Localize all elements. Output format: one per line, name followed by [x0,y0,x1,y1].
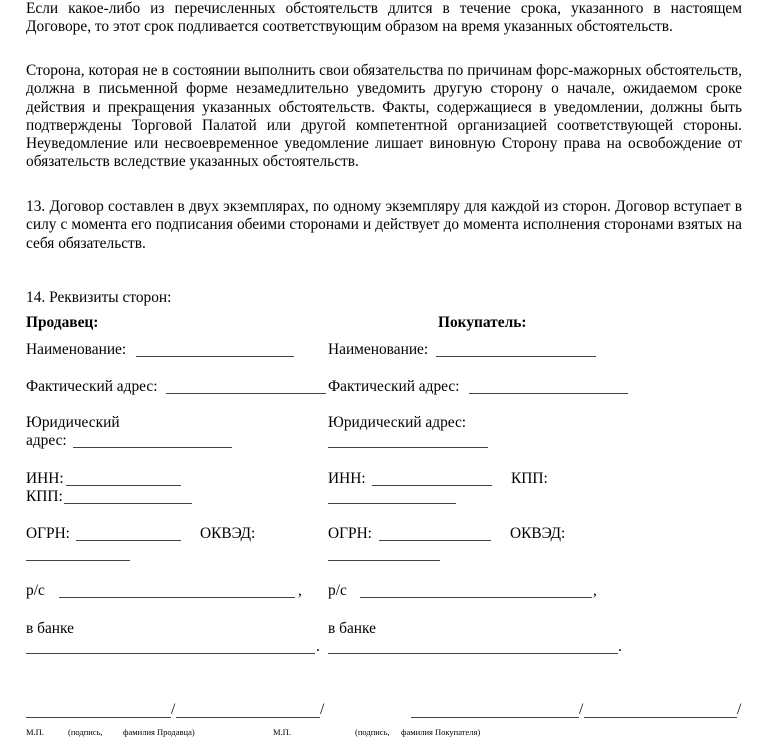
buyer-surname-caption: фамилия Покупателя) [401,727,481,737]
buyer-sign-caption: (подпись, [355,727,390,737]
buyer-actual-address-field[interactable] [469,393,628,394]
seller-ogrn-label: ОГРН: [26,525,70,542]
seller-signature-field[interactable] [26,717,171,718]
seller-name-field[interactable] [136,356,294,357]
seller-okved-field[interactable] [26,560,130,561]
paragraph-contract-copies: 13. Договор составлен в двух экземплярах, по одному экземпляру для каждой из сторон. Договор вступает в силу с момента его подписания обеими сторонами и действует до момента исполнения сторонами взятых на себя обязательств. [26,198,742,252]
seller-legal-address-label-2: адрес: [26,432,67,449]
seller-ogrn-field[interactable] [76,540,181,541]
buyer-signature-field[interactable] [411,717,579,718]
buyer-surname-slash: / [737,701,742,718]
buyer-okved-label: ОКВЭД: [510,525,566,542]
buyer-okved-field[interactable] [328,560,440,561]
buyer-actual-address-label: Фактический адрес: [328,378,460,395]
seller-actual-address-label: Фактический адрес: [26,378,158,395]
seller-account-field[interactable] [59,597,295,598]
buyer-legal-address-field[interactable] [328,447,488,448]
seller-actual-address-field[interactable] [166,393,326,394]
buyer-legal-address-label: Юридический адрес: [328,414,467,431]
buyer-inn-field[interactable] [372,485,492,486]
seller-kpp-label: КПП: [26,488,63,505]
buyer-account-comma: , [593,582,597,599]
seller-bank-period: . [316,638,320,655]
paragraph-force-majeure-notice: Сторона, которая не в состоянии выполнить свои обязательства по причинам форс-мажорных обстоятельств, должна в письменной форме незамедлительно уведомить другую сторону о начале, ожидаемом сроке действия и прекращения указанных обстоятельств. Факты, содержащиеся в уведомлении, должны быть подтверждены Торговой Палатой или другой компетентной организацией соответствующей стороны. Неуведомление или несвоевременное уведомление лишает виновную Сторону права на освобождение от обязательств вследствие указанных обстоятельств. [26,62,742,171]
seller-surname-slash: / [320,701,325,718]
buyer-account-field[interactable] [360,597,592,598]
buyer-kpp-label: КПП: [511,470,548,487]
buyer-bank-field[interactable] [328,653,618,654]
buyer-ogrn-label: ОГРН: [328,525,372,542]
seller-surname-field[interactable] [176,717,320,718]
seller-okved-label: ОКВЭД: [200,525,256,542]
buyer-name-label: Наименование: [328,341,429,358]
buyer-account-label: р/с [328,582,347,599]
seller-bank-field[interactable] [26,653,315,654]
requisites-heading: 14. Реквизиты сторон: [26,289,172,306]
buyer-name-field[interactable] [436,356,596,357]
buyer-bank-label: в банке [328,620,376,637]
seller-inn-label: ИНН: [26,470,64,487]
seller-account-label: р/с [26,582,45,599]
paragraph-force-majeure-duration: Если какое-либо из перечисленных обстоятельств длится в течение срока, указанного в настоящем Договоре, то этот срок подливается соответствующим образом на время указанных обстоятельств. [26,0,742,36]
seller-title: Продавец: [26,314,99,331]
seller-name-label: Наименование: [26,341,127,358]
buyer-kpp-field[interactable] [328,503,456,504]
buyer-inn-label: ИНН: [328,470,366,487]
seller-kpp-field[interactable] [64,503,192,504]
buyer-bank-period: . [618,638,622,655]
buyer-ogrn-field[interactable] [379,540,491,541]
seller-account-comma: , [298,582,302,599]
buyer-stamp-label: М.П. [273,727,291,737]
seller-legal-address-label: Юридический [26,414,120,431]
seller-bank-label: в банке [26,620,74,637]
seller-inn-field[interactable] [66,485,181,486]
seller-legal-address-field[interactable] [73,447,232,448]
seller-surname-caption: фамилия Продавца) [123,727,195,737]
buyer-surname-field[interactable] [584,717,737,718]
buyer-title: Покупатель: [438,314,527,331]
seller-stamp-label: М.П. [26,727,44,737]
buyer-signature-slash: / [579,701,584,718]
seller-sign-caption: (подпись, [68,727,103,737]
seller-signature-slash: / [171,701,176,718]
